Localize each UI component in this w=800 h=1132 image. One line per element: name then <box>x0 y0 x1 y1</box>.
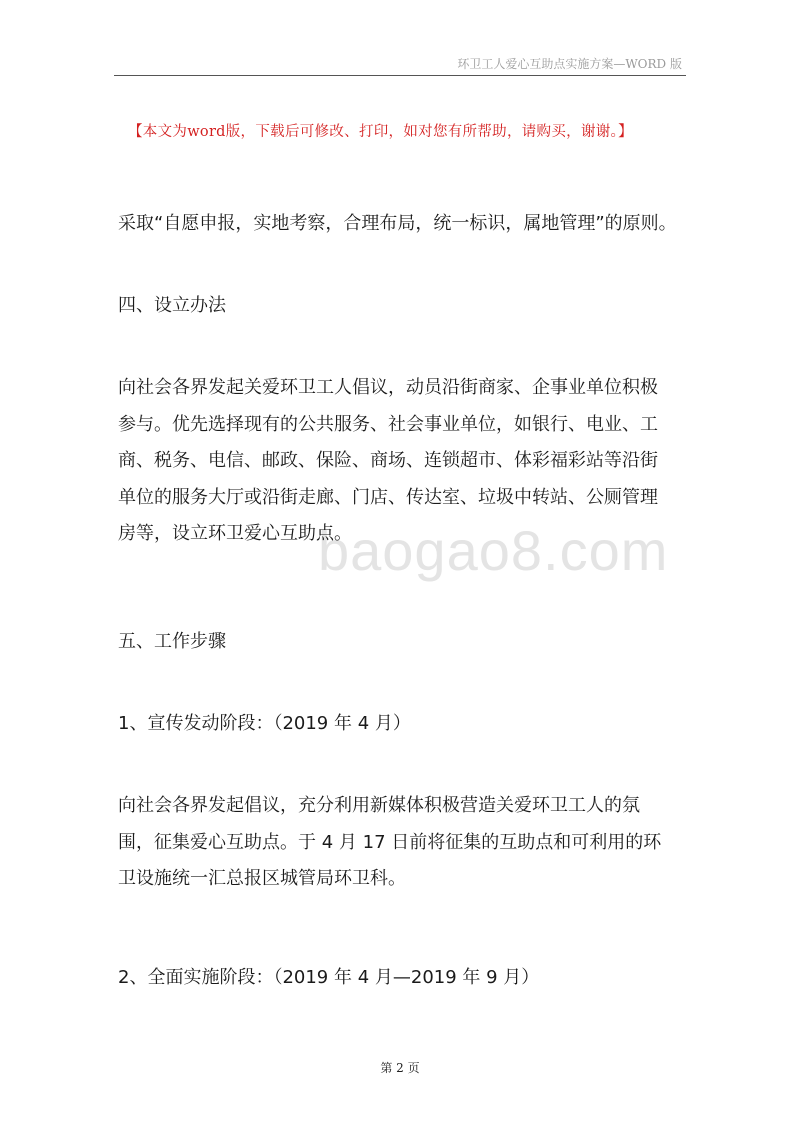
step1-heading <box>118 706 693 743</box>
header-divider <box>114 75 686 76</box>
heading-text: 2、全面实施阶段：（2019 年 4 月—2019 年 9 月） <box>118 967 540 988</box>
heading-text: 五、工作步骤 <box>118 631 226 652</box>
paragraph-line: 向社会各界发起关爱环卫工人倡议，动员沿街商家、企事业单位积极 <box>118 377 658 398</box>
paragraph-line: 向社会各界发起倡议，充分利用新媒体积极营造关爱环卫工人的氛 <box>118 795 640 816</box>
paragraph-line: 房等，设立环卫爱心互助点。 <box>118 523 352 544</box>
paragraph-line: 围，征集爱心互助点。于 4 月 17 日前将征集的互助点和可利用的环 <box>118 831 662 853</box>
document-header-title: 环卫工人爱心互助点实施方案—WORD 版 <box>457 57 682 71</box>
section5-heading <box>118 624 693 661</box>
paragraph-line: 参与。优先选择现有的公共服务、社会事业单位，如银行、电业、工 <box>118 413 658 435</box>
watermark: baogao8.com <box>318 519 669 582</box>
heading-text: 1、宣传发动阶段：（2019 年 4 月） <box>118 713 411 734</box>
paragraph-line: 单位的服务大厅或沿街走廊、门店、传达室、垃圾中转站、公厕管理 <box>118 486 658 508</box>
step2-heading <box>118 960 693 997</box>
section4-heading <box>118 288 693 325</box>
page-number: 第 2 页 <box>380 1061 420 1075</box>
paragraph-line: 卫设施统一汇总报区城管局环卫科。 <box>118 868 406 889</box>
section4-paragraph <box>118 370 693 553</box>
heading-text: 四、设立办法 <box>118 295 226 316</box>
step1-paragraph <box>118 788 693 898</box>
paragraph-line: 采取“自愿申报，实地考察，合理布局，统一标识，属地管理”的原则。 <box>118 213 677 234</box>
word-version-notice: 【本文为word版，下载后可修改、打印，如对您有所帮助，请购买，谢谢。】 <box>128 124 633 140</box>
paragraph-line: 商、税务、电信、邮政、保险、商场、连锁超市、体彩福彩站等沿街 <box>118 450 658 471</box>
principle-paragraph <box>118 206 693 243</box>
